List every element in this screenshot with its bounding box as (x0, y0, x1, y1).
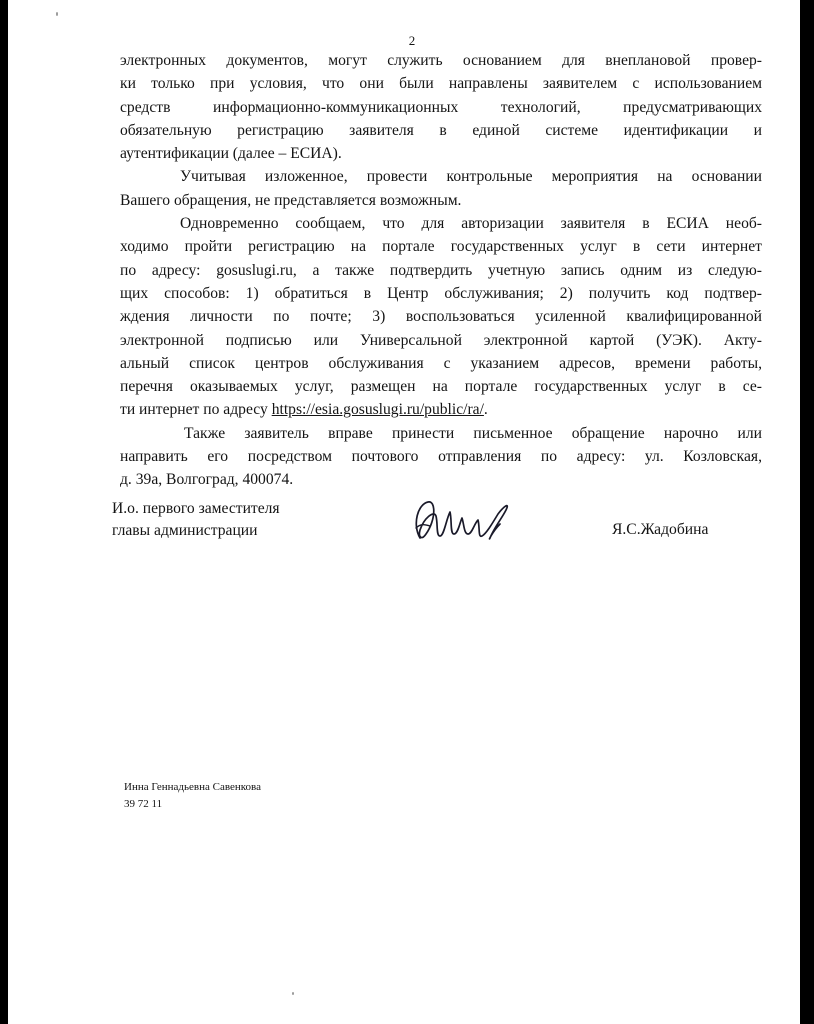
paragraph-1 (120, 49, 762, 165)
document-page (8, 0, 800, 1024)
page-number: 2 (408, 33, 416, 48)
paragraph-2 (120, 165, 762, 212)
text-line: обязательную регистрацию заявителя в единой системе идентификации и (120, 121, 762, 139)
position-line: главы администрации (112, 522, 258, 539)
executor-info (124, 779, 261, 813)
letter-body (120, 49, 762, 492)
handwritten-signature (406, 494, 518, 546)
text-line: ходимо пройти регистрацию на портале государственных услуг в сети интернет (120, 238, 762, 256)
paragraph-4 (120, 422, 762, 492)
text-line: Вашего обращения, не представляется возможным. (120, 191, 462, 209)
executor-name: Инна Геннадьевна Савенкова (124, 781, 261, 793)
text-line: по адресу: gosuslugi.ru, а также подтвердить учетную запись одним из следую- (120, 261, 762, 279)
text-line: д. 39а, Волгоград, 400074. (120, 471, 294, 489)
text-line: электронных документов, могут служить основанием для внеплановой провер- (120, 52, 762, 69)
text-line: средств информационно-коммуникационных технологий, предусматривающих (120, 98, 762, 116)
paragraph-3 (120, 212, 762, 422)
text-line: ждения личности по почте; 3) воспользоваться усиленной квалифицированной (120, 308, 762, 326)
executor-phone: 39 72 11 (124, 798, 163, 810)
text-line: Также заявитель вправе принести письменное обращение нарочно или (184, 424, 762, 442)
esia-link[interactable]: https://esia.gosuslugi.ru/public/ra/ (271, 401, 484, 419)
text-fragment: . (483, 401, 488, 419)
text-line: Одновременно сообщаем, что для авторизации заявителя в ЕСИА необ- (180, 215, 762, 233)
signatory-name: Я.С.Жадобина (612, 521, 709, 538)
text-line: Учитывая изложенное, провести контрольные мероприятия на основании (180, 168, 762, 186)
position-line: И.о. первого заместителя (112, 500, 280, 517)
text-line: щих способов: 1) обратиться в Центр обслуживания; 2) получить код подтвер- (120, 284, 762, 302)
signatory-position (112, 498, 280, 542)
text-line (120, 398, 762, 421)
text-line: перечня оказываемых услуг, размещен на портале государственных услуг в се- (120, 378, 762, 396)
text-fragment: ти интернет по адресу (120, 401, 272, 419)
text-line: электронной подписью или Универсальной электронной картой (УЭК). Акту- (120, 331, 762, 349)
text-line: альный список центров обслуживания с указанием адресов, времени работы, (120, 354, 762, 372)
text-line: аутентификации (далее – ЕСИА). (120, 145, 342, 163)
text-line: направить его посредством почтового отправления по адресу: ул. Козловская, (120, 448, 762, 466)
scan-speck (292, 992, 294, 995)
text-line: ки только при условия, что они были направлены заявителем с использованием (120, 75, 762, 93)
scan-speck (56, 12, 58, 16)
